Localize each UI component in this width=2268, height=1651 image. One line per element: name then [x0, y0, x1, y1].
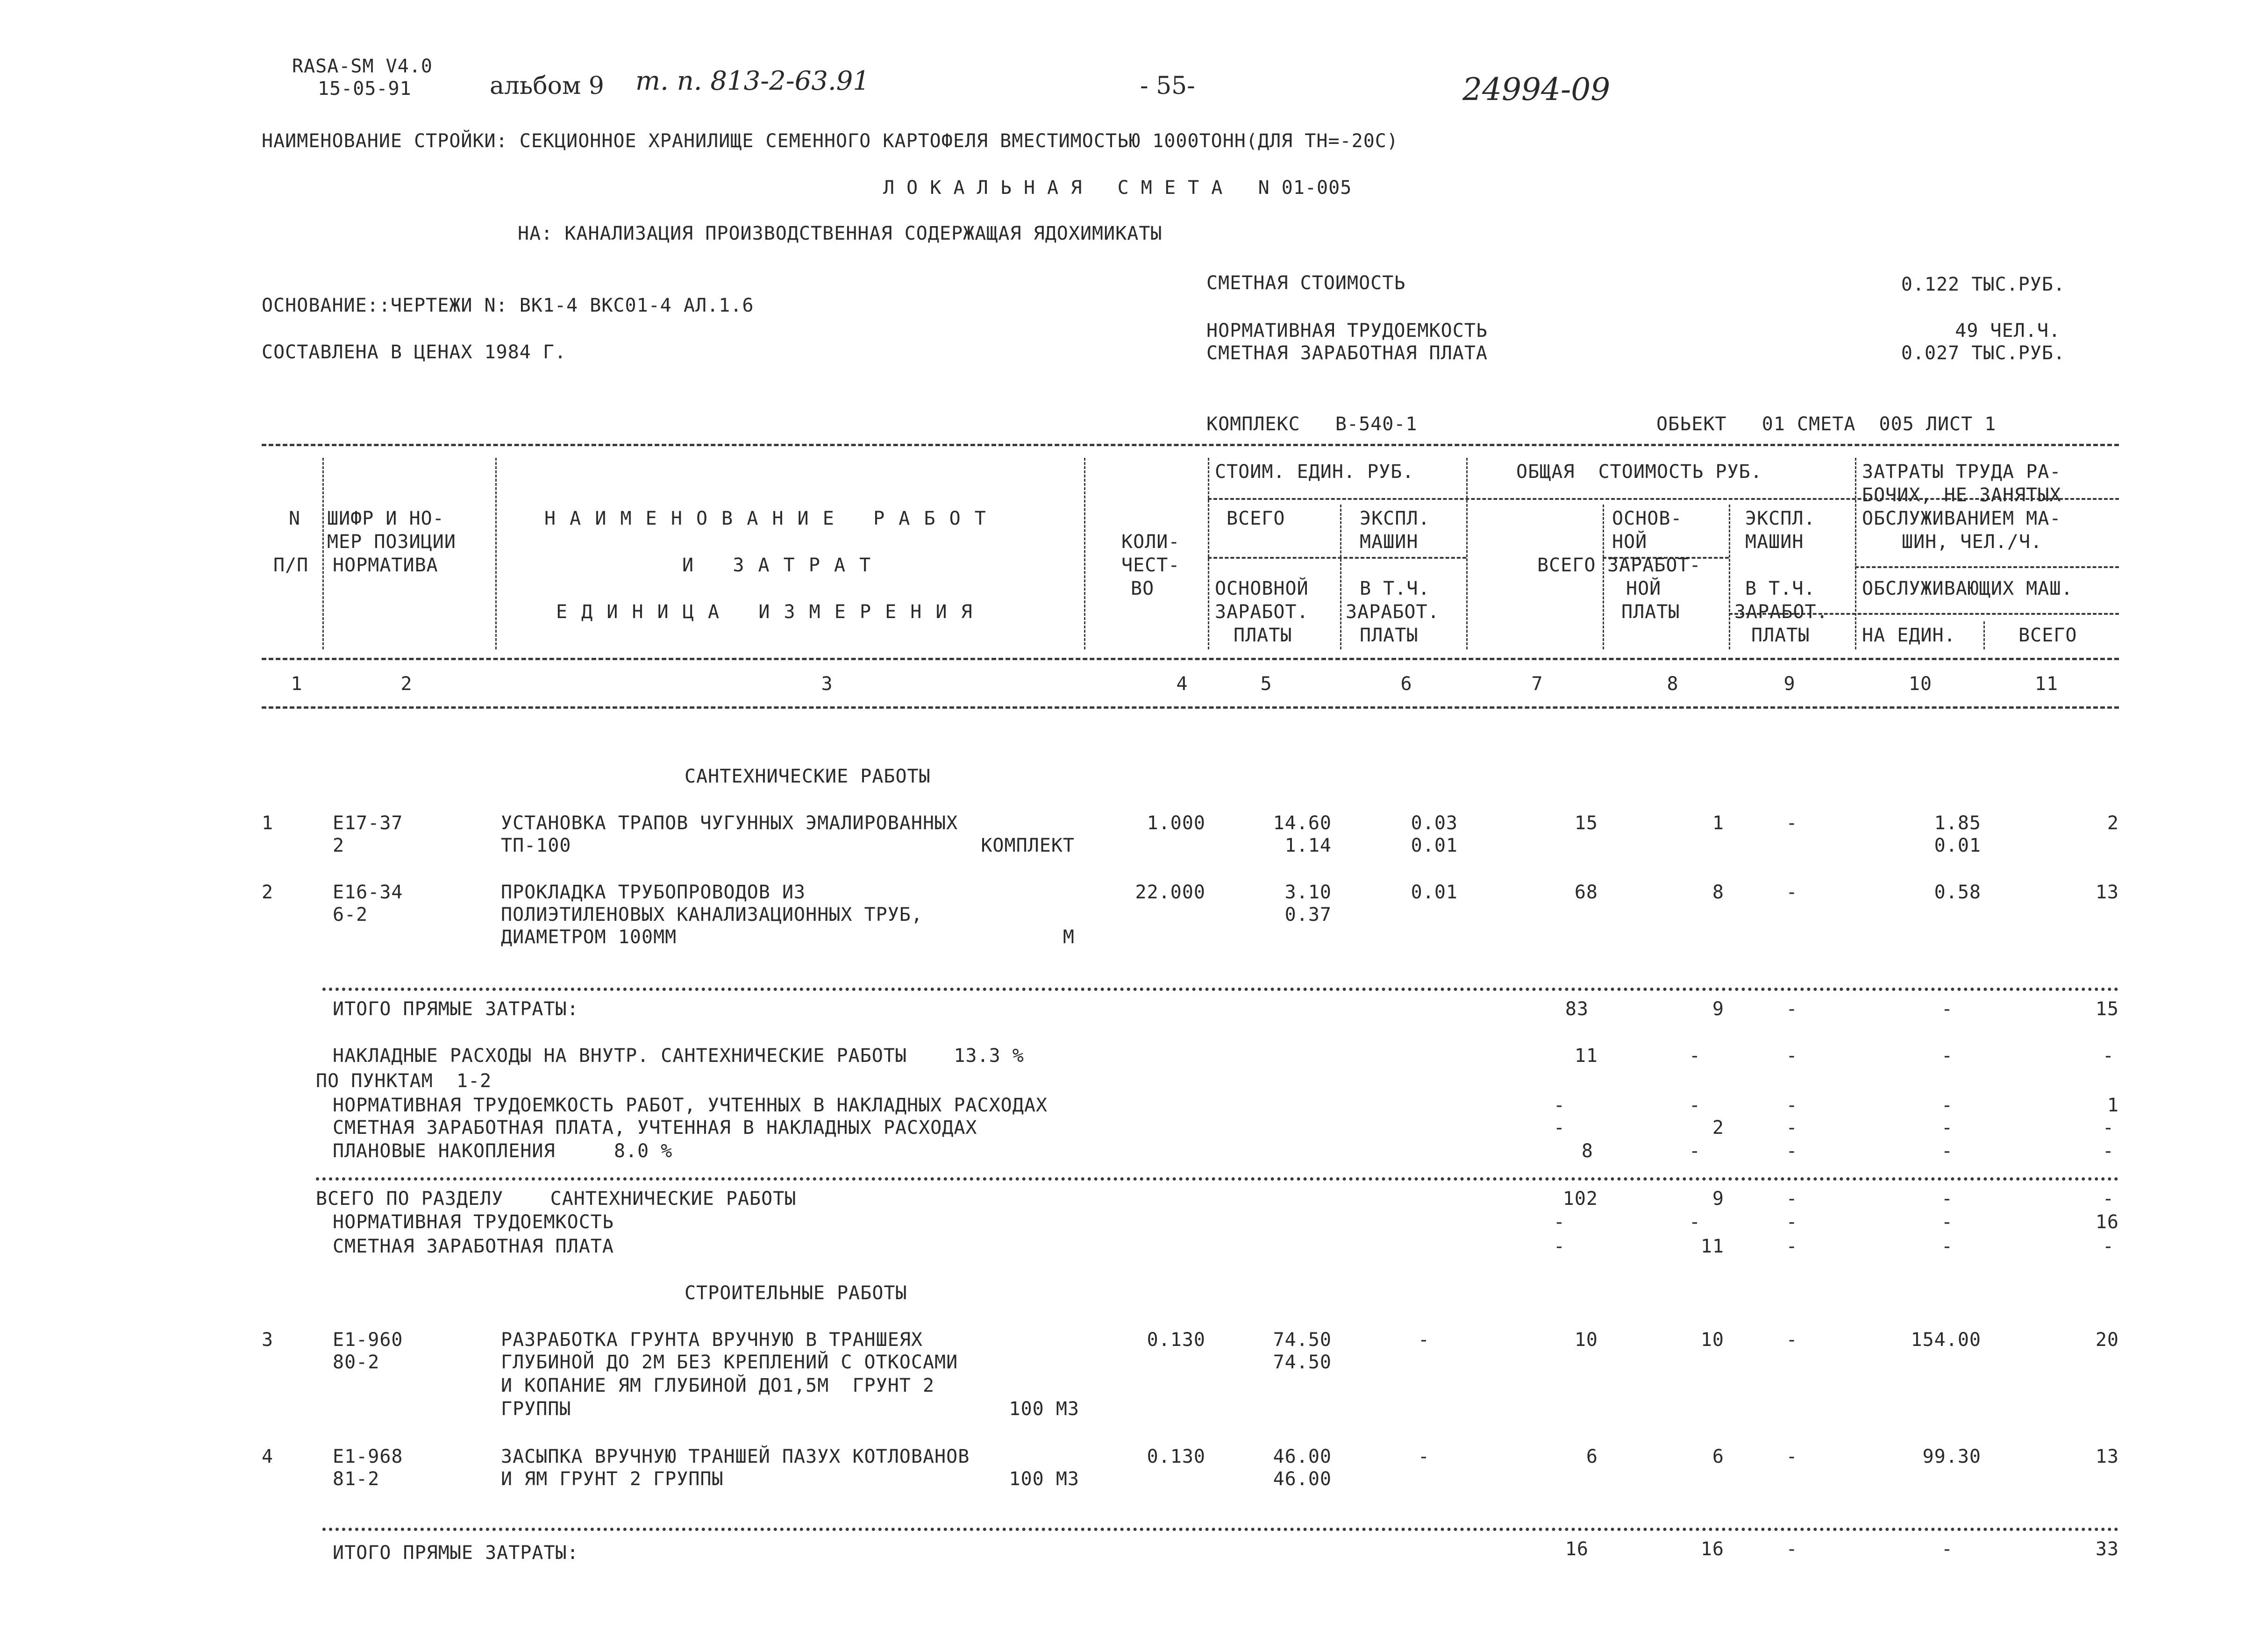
col-qty-label: ЧЕСТ-: [1121, 555, 1180, 576]
col-incl-wage-label: ПЛАТЫ: [1360, 625, 1419, 646]
row-labor-total: 20: [2095, 1329, 2119, 1351]
header-divider: [1466, 458, 1468, 649]
row-number: 1: [262, 812, 274, 834]
row-code: Е1-960: [333, 1329, 403, 1351]
col-base-label: НОЙ: [1626, 578, 1662, 599]
overhead-machine: -: [1786, 1140, 1798, 1162]
section-total-value: -: [1553, 1236, 1565, 1257]
row-labor-per-unit: 0.58: [1934, 882, 1981, 903]
section-total-labor: 16: [2095, 1211, 2119, 1233]
row-code: Е17-37: [333, 812, 403, 834]
row-machine-cost: -: [1418, 1329, 1430, 1351]
col-unit-cost-label: СТОИМ. ЕДИН. РУБ.: [1215, 461, 1414, 483]
col-number: 5: [1260, 673, 1272, 695]
col-machine-total-label: ЭКСПЛ.: [1745, 508, 1816, 529]
col-total-cost-label: ОБЩАЯ СТОИМОСТЬ РУБ.: [1516, 461, 1762, 483]
overhead-machine: -: [1786, 1095, 1798, 1116]
overhead-label: ПЛАНОВЫЕ НАКОПЛЕНИЯ 8.0 %: [333, 1140, 673, 1162]
col-code-label: МЕР ПОЗИЦИИ: [327, 531, 456, 553]
col-all-label: ВСЕГО: [1227, 508, 1285, 529]
table-top-rule: [262, 444, 2119, 446]
basis-label: ОСНОВАНИЕ::ЧЕРТЕЖИ N: ВК1-4 ВКС01-4 АЛ.1.6: [262, 295, 754, 316]
summary-labor-unit: -: [1941, 998, 1953, 1020]
complex-label: КОМПЛЕКС В-540-1: [1206, 413, 1418, 435]
section-total-wage: 9: [1712, 1188, 1724, 1210]
overhead-label: СМЕТНАЯ ЗАРАБОТНАЯ ПЛАТА, УЧТЕННАЯ В НАКЛАДНЫХ РАСХОДАХ: [333, 1117, 977, 1139]
overhead-wage: -: [1689, 1140, 1701, 1162]
col-labor-label: ОБСЛУЖИВАНИЕМ МА-: [1862, 508, 2061, 529]
overhead-labor-unit: -: [1941, 1045, 1953, 1067]
col-base-wage-label: ЗАРАБОТ.: [1215, 601, 1309, 623]
col-incl-wage-label: ЗАРАБОТ.: [1346, 601, 1440, 623]
row-unit: М: [1063, 926, 1075, 948]
summary-total: 16: [1565, 1538, 1589, 1560]
labor-label: НОРМАТИВНАЯ ТРУДОЕМКОСТЬ: [1206, 320, 1488, 342]
col-number: 6: [1400, 673, 1412, 695]
section-total-value: -: [1553, 1211, 1565, 1233]
col-machine-total-label: ПЛАТЫ: [1751, 625, 1810, 646]
dotted-separator: [322, 988, 2119, 991]
row-machine-total: -: [1786, 882, 1798, 903]
col-number: 4: [1176, 673, 1188, 695]
col-base-label: НОЙ: [1612, 531, 1648, 553]
col-machine-label: МАШИН: [1360, 531, 1419, 553]
header-divider: [1855, 458, 1856, 649]
col-labor-total-label: ВСЕГО: [2018, 625, 2077, 646]
col-qty-label: КОЛИ-: [1121, 531, 1180, 553]
col-number: 1: [291, 673, 303, 695]
row-machine-wage: 0.01: [1411, 835, 1458, 856]
col-number: 2: [400, 673, 413, 695]
col-total-all-label: ВСЕГО: [1537, 555, 1596, 576]
col-name-label: И З А Т Р А Т: [682, 555, 872, 576]
summary-wage: 16: [1700, 1538, 1724, 1560]
row-unit-cost: 3.10: [1284, 882, 1332, 903]
col-number: 7: [1531, 673, 1543, 695]
row-total: 10: [1574, 1329, 1598, 1351]
section-title: САНТЕХНИЧЕСКИЕ РАБОТЫ: [685, 766, 931, 787]
col-base-label: ЗАРАБОТ-: [1607, 555, 1701, 576]
overhead-labor-unit: -: [1941, 1140, 1953, 1162]
row-unit: КОМПЛЕКТ: [981, 835, 1075, 856]
summary-wage: 9: [1712, 998, 1724, 1020]
construction-name: НАИМЕНОВАНИЕ СТРОЙКИ: СЕКЦИОННОЕ ХРАНИЛИЩЕ СЕМЕННОГО КАРТОФЕЛЯ ВМЕСТИМОСТЬЮ 1000ТОНН(ДЛЯ ТН=-20С): [262, 130, 1398, 152]
row-wage-total: 1: [1712, 812, 1724, 834]
row-code: 80-2: [333, 1352, 380, 1373]
row-machine-cost: -: [1418, 1446, 1430, 1467]
overhead-label: НОРМАТИВНАЯ ТРУДОЕМКОСТЬ РАБОТ, УЧТЕННЫХ В НАКЛАДНЫХ РАСХОДАХ: [333, 1095, 1048, 1116]
row-number: 4: [262, 1446, 274, 1467]
col-number: 9: [1783, 673, 1796, 695]
row-labor-total: 13: [2095, 882, 2119, 903]
col-base-wage-label: ПЛАТЫ: [1234, 625, 1292, 646]
col-n-label: П/П: [273, 555, 309, 576]
header-inner-rule: [1208, 557, 1466, 559]
row-labor-per-unit: 1.85: [1934, 812, 1981, 834]
row-number: 3: [262, 1329, 274, 1351]
overhead-labor-total: -: [2102, 1117, 2114, 1139]
row-qty: 22.000: [1135, 882, 1205, 903]
row-unit: 100 М3: [1009, 1468, 1079, 1490]
overhead-total: -: [1553, 1117, 1565, 1139]
col-qty-label: ВО: [1131, 578, 1155, 599]
col-code-label: ШИФР И НО-: [327, 508, 444, 529]
overhead-total: 11: [1574, 1045, 1598, 1067]
row-machine-cost: 0.01: [1411, 882, 1458, 903]
overhead-machine: -: [1786, 1117, 1798, 1139]
header-divider: [1603, 505, 1604, 649]
col-unit-label: Е Д И Н И Ц А И З М Е Р Е Н И Я: [556, 601, 974, 623]
row-labor-per-unit: 0.01: [1934, 835, 1981, 856]
header-divider: [1084, 458, 1085, 649]
header-divider: [1208, 458, 1209, 649]
row-code: Е16-34: [333, 882, 403, 903]
row-unit-wage: 46.00: [1273, 1468, 1332, 1490]
col-number: 10: [1908, 673, 1933, 695]
col-number: 11: [2034, 673, 2059, 695]
col-code-label: НОРМАТИВА: [333, 555, 438, 576]
header-inner-rule: [1855, 566, 2119, 568]
col-per-unit-label: НА ЕДИН.: [1862, 625, 1956, 646]
overhead-wage: -: [1689, 1095, 1701, 1116]
estimate-title: Л О К А Л Ь Н А Я С М Е Т А N 01-005: [883, 177, 1352, 199]
section-total-labor-unit: -: [1941, 1211, 1953, 1233]
row-name: ПРОКЛАДКА ТРУБОПРОВОДОВ ИЗ: [501, 882, 806, 903]
header-divider: [1340, 505, 1341, 649]
section-total-machine: -: [1786, 1236, 1798, 1257]
col-base-label: ПЛАТЫ: [1621, 601, 1680, 623]
row-wage-total: 6: [1712, 1446, 1724, 1467]
section-total-labor: -: [2102, 1188, 2114, 1210]
section-total-labor: -: [2102, 1236, 2114, 1257]
overhead-label: НАКЛАДНЫЕ РАСХОДЫ НА ВНУТР. САНТЕХНИЧЕСКИЕ РАБОТЫ 13.3 %: [333, 1045, 1024, 1067]
labor-value: 49 ЧЕЛ.Ч.: [1955, 320, 2061, 342]
summary-labor-total: 33: [2095, 1538, 2119, 1560]
section-title: СТРОИТЕЛЬНЫЕ РАБОТЫ: [685, 1282, 907, 1304]
row-name: УСТАНОВКА ТРАПОВ ЧУГУННЫХ ЭМАЛИРОВАННЫХ: [501, 812, 958, 834]
section-total-machine: -: [1786, 1211, 1798, 1233]
dotted-separator: [322, 1528, 2119, 1531]
overhead-labor-unit: -: [1941, 1095, 1953, 1116]
section-total-label: СМЕТНАЯ ЗАРАБОТНАЯ ПЛАТА: [333, 1236, 614, 1257]
row-machine-total: -: [1786, 812, 1798, 834]
row-machine-cost: 0.03: [1411, 812, 1458, 834]
row-unit-cost: 46.00: [1273, 1446, 1332, 1467]
estimate-subject: НА: КАНАЛИЗАЦИЯ ПРОИЗВОДСТВЕННАЯ СОДЕРЖАЩАЯ ЯДОХИМИКАТЫ: [518, 223, 1163, 244]
summary-total: 83: [1565, 998, 1589, 1020]
row-code: 6-2: [333, 904, 368, 925]
row-unit: 100 М3: [1009, 1398, 1079, 1420]
row-labor-per-unit: 99.30: [1922, 1446, 1981, 1467]
section-total-machine: -: [1786, 1188, 1798, 1210]
row-total: 68: [1574, 882, 1598, 903]
album-label: альбом 9: [490, 72, 605, 100]
row-name: ЗАСЫПКА ВРУЧНУЮ ТРАНШЕЙ ПАЗУХ КОТЛОВАНОВ: [501, 1446, 970, 1467]
project-code: т. п. 813-2-63.91: [635, 66, 870, 96]
section-total-wage: 11: [1700, 1236, 1724, 1257]
row-total: 6: [1586, 1446, 1598, 1467]
overhead-labor-unit: -: [1941, 1117, 1953, 1139]
row-unit-wage: 0.37: [1284, 904, 1332, 925]
overhead-wage: -: [1689, 1045, 1701, 1067]
col-machine-label: ЭКСПЛ.: [1360, 508, 1430, 529]
row-labor-total: 13: [2095, 1446, 2119, 1467]
col-name-label: Н А И М Е Н О В А Н И Е Р А Б О Т: [544, 508, 987, 529]
summary-labor-unit: -: [1941, 1538, 1953, 1560]
row-name: ТП-100: [501, 835, 571, 856]
col-machine-total-label: В Т.Ч.: [1745, 578, 1816, 599]
col-labor-label: БОЧИХ, НЕ ЗАНЯТЫХ: [1862, 484, 2061, 506]
dotted-separator: [316, 1177, 2119, 1181]
row-name: РАЗРАБОТКА ГРУНТА ВРУЧНУЮ В ТРАНШЕЯХ: [501, 1329, 923, 1351]
col-base-label: ОСНОВ-: [1612, 508, 1683, 529]
col-labor-label: ШИН, ЧЕЛ./Ч.: [1902, 531, 2042, 553]
document-date: 15-05-91: [318, 78, 412, 100]
object-label: ОБЬЕКТ 01 СМЕТА 005 ЛИСТ 1: [1656, 413, 1997, 435]
row-labor-per-unit: 154.00: [1911, 1329, 1981, 1351]
row-name: ПОЛИЭТИЛЕНОВЫХ КАНАЛИЗАЦИОННЫХ ТРУБ,: [501, 904, 923, 925]
row-machine-total: -: [1786, 1329, 1798, 1351]
col-labor-label: ЗАТРАТЫ ТРУДА РА-: [1862, 461, 2061, 483]
row-name: И КОПАНИЕ ЯМ ГЛУБИНОЙ ДО1,5М ГРУНТ 2: [501, 1375, 935, 1396]
section-total-labor-unit: -: [1941, 1188, 1953, 1210]
row-code: 81-2: [333, 1468, 380, 1490]
row-wage-total: 10: [1700, 1329, 1724, 1351]
row-labor-total: 2: [2107, 812, 2119, 834]
row-number: 2: [262, 882, 274, 903]
wage-value: 0.027 ТЫС.РУБ.: [1901, 342, 2065, 364]
cost-label: СМЕТНАЯ СТОИМОСТЬ: [1206, 272, 1406, 294]
section-total-value: 102: [1562, 1188, 1598, 1210]
overhead-labor-total: -: [2102, 1045, 2114, 1067]
section-total-label: ВСЕГО ПО РАЗДЕЛУ САНТЕХНИЧЕСКИЕ РАБОТЫ: [316, 1188, 797, 1210]
row-name: ГЛУБИНОЙ ДО 2М БЕЗ КРЕПЛЕНИЙ С ОТКОСАМИ: [501, 1352, 958, 1373]
row-name: ГРУППЫ: [501, 1398, 571, 1420]
summary-machine: -: [1786, 1538, 1798, 1560]
header-divider: [1983, 621, 1985, 649]
row-code: Е1-968: [333, 1446, 403, 1467]
summary-label: ИТОГО ПРЯМЫЕ ЗАТРАТЫ:: [333, 998, 579, 1020]
row-unit-wage: 74.50: [1273, 1352, 1332, 1373]
row-unit-cost: 74.50: [1273, 1329, 1332, 1351]
col-machine-total-label: МАШИН: [1745, 531, 1804, 553]
summary-label: ИТОГО ПРЯМЫЕ ЗАТРАТЫ:: [333, 1542, 579, 1564]
section-total-label: НОРМАТИВНАЯ ТРУДОЕМКОСТЬ: [333, 1211, 614, 1233]
overhead-wage: 2: [1712, 1117, 1724, 1139]
header-divider: [322, 458, 324, 649]
section-total-wage: -: [1689, 1211, 1701, 1233]
overhead-labor-total: 1: [2107, 1095, 2119, 1116]
document-number: 24994-09: [1462, 71, 1611, 107]
row-unit-wage: 1.14: [1284, 835, 1332, 856]
header-bottom-rule: [262, 658, 2119, 660]
row-qty: 1.000: [1147, 812, 1205, 834]
page-number: - 55-: [1140, 72, 1195, 100]
prices-label: СОСТАВЛЕНА В ЦЕНАХ 1984 Г.: [262, 342, 567, 363]
cost-value: 0.122 ТЫС.РУБ.: [1901, 274, 2065, 295]
col-number: 8: [1667, 673, 1679, 695]
col-n-label: N: [289, 508, 301, 529]
overhead-machine: -: [1786, 1045, 1798, 1067]
row-qty: 0.130: [1147, 1329, 1205, 1351]
row-name: И ЯМ ГРУНТ 2 ГРУППЫ: [501, 1468, 724, 1490]
row-machine-total: -: [1786, 1446, 1798, 1467]
wage-label: СМЕТНАЯ ЗАРАБОТНАЯ ПЛАТА: [1206, 342, 1488, 364]
overhead-total: 8: [1581, 1140, 1593, 1162]
overhead-label: ПО ПУНКТАМ 1-2: [316, 1070, 492, 1092]
col-incl-wage-label: В Т.Ч.: [1360, 578, 1430, 599]
row-qty: 0.130: [1147, 1446, 1205, 1467]
header-divider: [495, 458, 497, 649]
system-label: RASA-SM V4.0: [292, 56, 433, 77]
col-number: 3: [821, 673, 833, 695]
col-machine-total-label: ЗАРАБОТ.: [1734, 601, 1828, 623]
row-total: 15: [1574, 812, 1598, 834]
row-unit-cost: 14.60: [1273, 812, 1332, 834]
col-base-wage-label: ОСНОВНОЙ: [1215, 578, 1309, 599]
overhead-labor-total: -: [2102, 1140, 2114, 1162]
col-service-label: ОБСЛУЖИВАЮЩИХ МАШ.: [1862, 578, 2073, 599]
section-total-labor-unit: -: [1941, 1236, 1953, 1257]
summary-labor-total: 15: [2095, 998, 2119, 1020]
numbers-bottom-rule: [262, 706, 2119, 709]
row-name: ДИАМЕТРОМ 100ММ: [501, 926, 677, 948]
summary-machine: -: [1786, 998, 1798, 1020]
overhead-total: -: [1553, 1095, 1565, 1116]
row-code: 2: [333, 835, 345, 856]
row-wage-total: 8: [1712, 882, 1724, 903]
header-divider: [1729, 505, 1730, 649]
